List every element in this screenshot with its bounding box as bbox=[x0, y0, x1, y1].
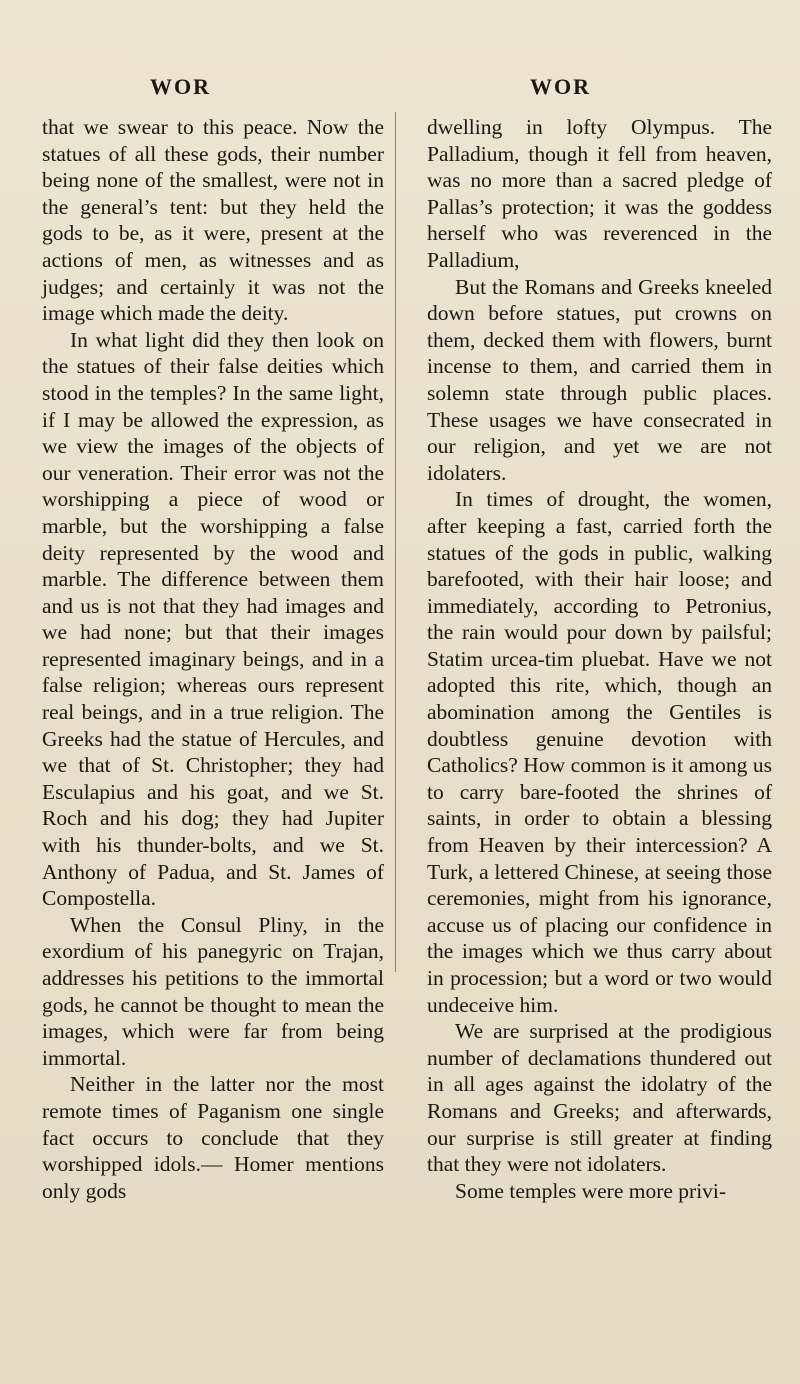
right-column bbox=[427, 114, 772, 1204]
right-paragraph-2: But the Romans and Greeks kneeled down before statues, put crowns on them, decked them with flowers, burnt incense to them, and carried them in solemn state through public places. These usages we have consecrated in our religion, and yet we are not idolaters. bbox=[427, 274, 772, 485]
left-paragraph-1: that we swear to this peace. Now the statues of all these gods, their number being none of the smallest, were not in the general’s tent: but they held the gods to be, as it were, present at the actions of men, as witnesses and as judges; and certainly it was not the image which made the deity. bbox=[42, 115, 384, 326]
left-paragraph-4: Neither in the latter nor the most remote times of Paganism one single fact occurs to conclude that they worshipped idols.— Homer mentions only gods bbox=[42, 1072, 384, 1203]
right-paragraph-1: dwelling in lofty Olympus. The Palladium, though it fell from heaven, was no more than a sacred pledge of Pallas’s protection; it was the goddess herself who was reverenced in the Palladium, bbox=[427, 115, 772, 272]
right-paragraph-4: We are surprised at the prodigious number of declamations thundered out in all ages against the idolatry of the Romans and Greeks; and afterwards, our surprise is still greater at finding that they were not idolaters. bbox=[427, 1019, 772, 1177]
running-head-left: WOR bbox=[150, 74, 211, 99]
left-paragraph-2: In what light did they then look on the statues of their false deities which stood in the temples? In the same light, if I may be allowed the expression, as we view the images of the objects of our veneration. Their error was not the worshipping a piece of wood or marble, but the worshipping a false deity represented by the wood and marble. The difference between them and us is not that they had images and we had none; but that their images represented imaginary beings, and in a false religion; whereas ours represent real beings, and in a true religion. The Greeks had the statue of Hercules, and we that of St. Christopher; they had Esculapius and his goat, and we St. Roch and his dog; they had Jupiter with his thunder-bolts, and we St. Anthony of Padua, and St. James of Compostella. bbox=[42, 327, 384, 911]
right-paragraph-3: In times of drought, the women, after keeping a fast, carried forth the statues of the gods in public, walking barefooted, with their hair loose; and immediately, according to Petronius, the rain would pour down by pailsful; Statim urcea-tim pluebat. Have we not adopted this rite, which, though an abomination among the Gentiles is doubtless genuine devotion with Catholics? How common is it among us to carry bare-footed the shrines of saints, in order to obtain a blessing from Heaven by their intercession? A Turk, a lettered Chinese, at seeing those ceremonies, might from his ignorance, accuse us of placing our confidence in the images which we thus carry about in procession; but a word or two would undeceive him. bbox=[427, 487, 772, 1017]
running-head-right: WOR bbox=[530, 74, 591, 99]
column-divider bbox=[395, 112, 396, 972]
left-paragraph-3: When the Consul Pliny, in the exordium of his panegyric on Trajan, addresses his petitions to the immortal gods, he cannot be thought to mean the images, which were far from being immortal. bbox=[42, 912, 384, 1070]
left-column bbox=[42, 114, 384, 1204]
right-paragraph-5: Some temples were more privi- bbox=[455, 1178, 727, 1203]
